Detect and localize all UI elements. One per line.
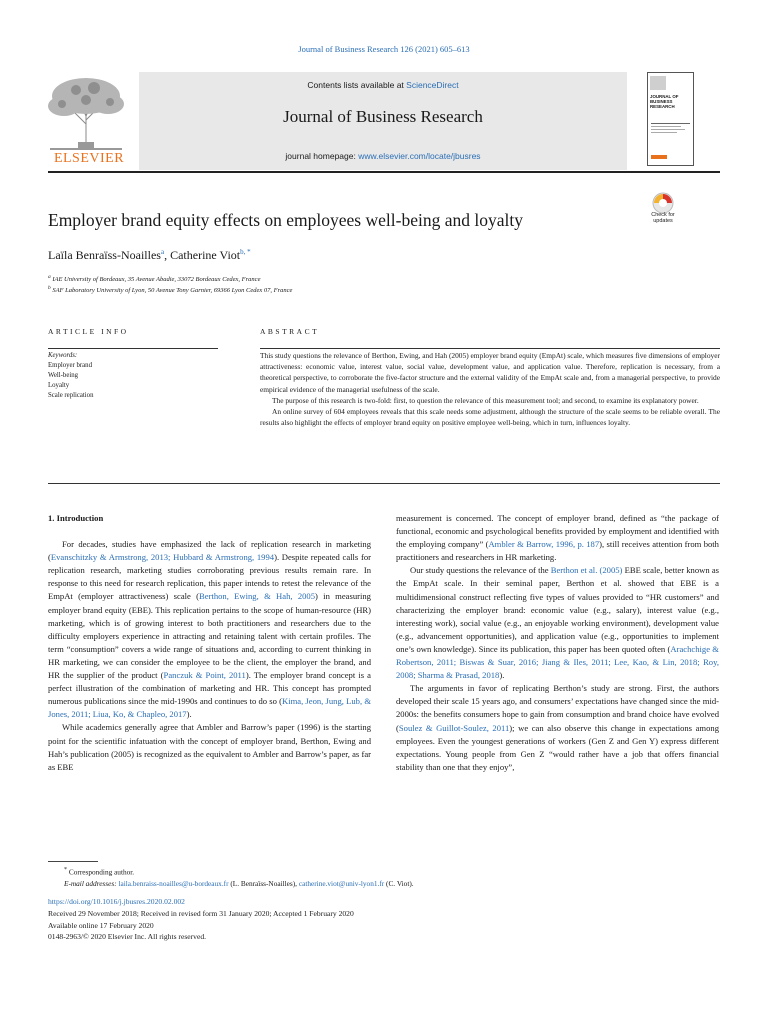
abstract-body: [260, 350, 720, 428]
doi-link[interactable]: https://doi.org/10.1016/j.jbusres.2020.02.002: [48, 897, 185, 906]
body-text: EBE scale, better known as the EmpAt scale. In their seminal paper, Berthon et al. showed that EBE is a multidimensional construct reflecting five types of values provided to “HR customers” and characterizing the employer brand: economic value (e.g., salary), interest value (e.g., interesting work), social value (e.g., an enjoyable working environment), development value (e.g., advancement opportunities), and application value (e.g., opportunities to implement one’s own knowledge). Since its publication, this paper has been quoted often (: [396, 565, 719, 654]
badge-line1: Check for: [651, 212, 675, 218]
article-title: Employer brand equity effects on employees well-being and loyalty: [48, 210, 523, 230]
citation-link[interactable]: Soulez & Guillot-Soulez, 2011: [398, 722, 510, 733]
citation-link[interactable]: Panczuk & Point, 2011: [163, 670, 246, 681]
keyword-item: Well-being: [48, 372, 79, 379]
body-text: ).: [499, 670, 505, 681]
body-paragraph: While academics generally agree that Ambler and Barrow’s paper (1996) is the starting point for the scientific infatuation with the concept of employer brand, Berthon, Ewing and Hah’s publication (2005) is recognized as the equivalent to Ambler and Barrow’s paper, as far as EBE: [48, 722, 371, 772]
body-paragraph: [396, 512, 719, 564]
keywords-block: [48, 351, 93, 401]
affiliation-b-mark: b: [48, 285, 51, 291]
homepage-label: journal homepage:: [285, 151, 359, 161]
copyright-line: 0148-2963/© 2020 Elsevier Inc. All rights reserved.: [48, 932, 207, 942]
body-text: ); we can also observe this change in expectations among employees. Even the youngest generations of workers (Gen Z and Gen Y) express different expectations. Young people from Gen Z “would rather have a job that offers financial stability than one that they enjoy”,: [396, 722, 719, 772]
author-2[interactable]: Catherine Viot: [170, 248, 241, 262]
email-link-2[interactable]: catherine.viot@univ-lyon1.fr: [298, 879, 385, 889]
corresponding-author-note: [48, 864, 720, 878]
received-dates: Received 29 November 2018; Received in revised form 31 January 2020; Accepted 1 February 2020: [48, 908, 354, 918]
author-1[interactable]: Laïla Benraïss-Noailles: [48, 248, 161, 262]
footnote-block: [48, 864, 720, 890]
email-link-1[interactable]: laila.benraiss-noailles@u-bordeaux.fr: [118, 879, 229, 889]
sciencedirect-link[interactable]: ScienceDirect: [406, 80, 459, 90]
body-text: For decades, studies have emphasized the lack of replication research in marketing (: [48, 539, 371, 563]
affiliation-b: [48, 285, 292, 294]
badge-line2: updates: [653, 218, 673, 224]
abstract-bottom-rule: [48, 483, 720, 484]
body-text: The arguments in favor of replicating Berthon’s study are strong. First, the authors developed their scale 15 years ago, and consumers’ expectations have changed since the mid-2000s: the benefits consumers hope to gain from consumption and brand choice have evolved (: [396, 683, 719, 733]
citation-link[interactable]: Arachchige & Robertson, 2011; Biswas & Suar, 2016; Jiang & Iles, 2011; Lee, Kao, & Lin, 2018; Roy, 2008; Sharma & Prasad, 2018: [396, 643, 719, 681]
body-column-left: [48, 512, 371, 774]
body-paragraph: [396, 564, 719, 682]
email-line: [48, 878, 720, 890]
available-online: Available online 17 February 2020: [48, 920, 154, 930]
body-paragraph: [396, 682, 719, 774]
keyword-item: Loyalty: [48, 382, 70, 389]
body-paragraph: [48, 538, 371, 721]
body-text: ). Despite repeated calls for replication research, marketing studies corroborating previous results remain rare. In response to this need for research replication, this paper intends to retest the relevance of the EmpAt (employer attractiveness) scale (: [48, 552, 371, 602]
author-separator: ,: [164, 248, 171, 262]
affiliation-a: [48, 274, 260, 283]
body-text: ), still receives attention from both practitioners and researchers in HR marketing.: [396, 539, 719, 563]
affiliation-a-text: IAE University of Bordeaux, 35 Avenue Abadie, 33072 Bordeaux Cedex, France: [52, 276, 261, 284]
body-text: ). The employer brand concept is a perfect illustration of the combination of marketing and HR. This concept has prompted numerous publications since the mid-1990s and continues to do so (: [48, 670, 371, 707]
article-metadata: [48, 896, 354, 943]
keyword-item: Employer brand: [48, 362, 92, 369]
body-text: Our study questions the relevance of the: [410, 565, 551, 576]
abstract-heading: ABSTRACT: [260, 327, 320, 336]
citation-link[interactable]: Ambler & Barrow, 1996, p. 187: [488, 539, 600, 550]
author-2-affil-mark[interactable]: b, *: [240, 248, 251, 256]
email-2-name: (C. Viot).: [384, 879, 414, 889]
citation-link[interactable]: Berthon, Ewing, & Hah, 2005: [199, 591, 316, 602]
journal-title: Journal of Business Research: [283, 107, 483, 126]
abstract-paragraph: An online survey of 604 employees reveals that this scale needs some adjustment, although the structure of the scale seems to be reliable overall. The results also highlight the effects of employer brand equity on positive employee well-being, which in turn, influences loyalty.: [260, 407, 720, 428]
citation-link[interactable]: Berthon et al. (2005): [550, 565, 623, 576]
body-text: ).: [186, 709, 192, 720]
homepage-link[interactable]: www.elsevier.com/locate/jbusres: [358, 151, 481, 161]
citation-link[interactable]: Evanschitzky & Armstrong, 2013; Hubbard & Armstrong, 1994: [50, 552, 275, 563]
keywords-label: Keywords:: [48, 352, 78, 359]
keyword-item: Scale replication: [48, 392, 94, 399]
corresponding-label: Corresponding author.: [68, 867, 135, 877]
cover-title: JOURNAL OF BUSINESS RESEARCH: [650, 94, 679, 109]
article-info-heading: ARTICLE INFO: [48, 327, 129, 336]
body-text: measurement is concerned. The concept of employer brand, defined as “the package of functional, economic and psychological benefits provided by employment and identified with the employing company” (: [396, 513, 719, 550]
author-1-affil-mark[interactable]: a: [160, 248, 165, 256]
journal-cover-thumbnail[interactable]: [647, 72, 694, 166]
abstract-paragraph: The purpose of this research is two-fold: first, to question the relevance of this measurement tool; and second, to examine its explanatory power.: [272, 395, 699, 405]
citation-link[interactable]: Kima, Jeon, Jung, Lub, & Jones, 2011; Liua, Ko, & Chapleo, 2017: [48, 696, 371, 720]
contents-line: [139, 80, 627, 90]
section-heading-introduction: 1. Introduction: [48, 513, 104, 523]
author-list: [48, 248, 251, 263]
check-for-updates-label[interactable]: [644, 212, 682, 224]
footnote-rule: [48, 861, 98, 862]
affiliation-a-mark: a: [48, 274, 51, 280]
body-column-right: [396, 512, 719, 774]
contents-prefix: Contents lists available at: [307, 80, 407, 90]
journal-reference[interactable]: Journal of Business Research 126 (2021) 605–613: [298, 44, 470, 54]
footnote-mark: *: [64, 867, 68, 873]
body-text: ) in measuring employer brand equity (EBE). This replication pertains to the scope of human-resource (HR) marketing, which is of growing interest to both practitioners and researchers due to the difficulty employers experience in attracting and retaining talent with certain profiles. The term “consumption” covers a wide range of situations and, according to current thinking in HR marketing, we can consider the employee to be the client, the employer the brand, and HR the supplier of the product (: [48, 591, 371, 681]
article-info-rule: [48, 348, 218, 349]
header-rule: [48, 171, 720, 173]
homepage-line: [139, 151, 627, 161]
abstract-rule: [260, 348, 720, 349]
abstract-paragraph: This study questions the relevance of Berthon, Ewing, and Hah (2005) employer brand equity (EmpAt) scale, which measures five dimensions of employer attractiveness: economic value, interest value, social value, development value, and application value. Therefore, replication is necessary, from a theoretical perspective, to corroborate the five-factor structure and the external validity of the EmpAt scale and, from a managerial perspective, to provide empirical evidence of the managerial usefulness of the scale.: [260, 351, 720, 394]
publisher-wordmark[interactable]: ELSEVIER: [53, 151, 125, 166]
email-1-name: (L. Benraïss-Noailles),: [228, 879, 299, 889]
affiliation-b-text: SAF Laboratory University of Lyon, 50 Avenue Tony Garnier, 69366 Lyon Cedex 07, France: [52, 287, 293, 295]
email-label: E-mail addresses:: [64, 879, 117, 889]
